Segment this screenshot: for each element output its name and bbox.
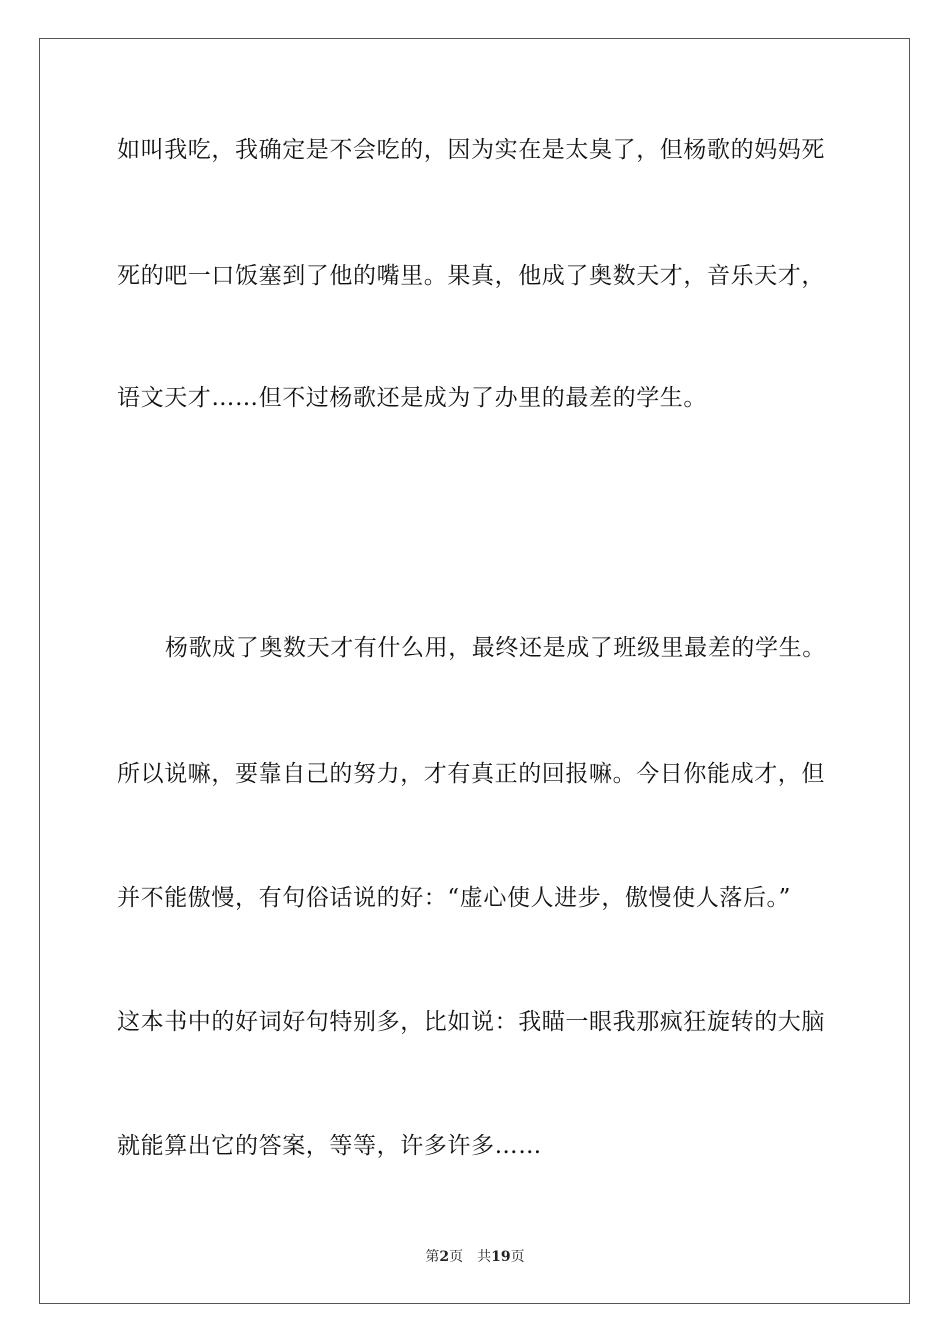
page-border bbox=[39, 38, 910, 1304]
current-page-number: 2 bbox=[439, 1249, 450, 1265]
total-unit: 页 bbox=[510, 1249, 525, 1265]
paragraph-2-line-4: 这本书中的好词好句特别多，比如说：我瞄一眼我那疯狂旋转的大脑 bbox=[117, 1009, 825, 1035]
page-footer bbox=[0, 1248, 950, 1266]
paragraph-1-line-1: 如叫我吃，我确定是不会吃的，因为实在是太臭了，但杨歌的妈妈死 bbox=[117, 137, 825, 163]
paragraph-2-line-5: 就能算出它的答案，等等，许多许多…… bbox=[117, 1133, 542, 1159]
total-prefix: 共 bbox=[477, 1249, 492, 1265]
paragraph-1-line-3: 语文天才……但不过杨歌还是成为了办里的最差的学生。 bbox=[117, 385, 707, 411]
paragraph-2-line-3: 并不能傲慢，有句俗话说的好：“虚心使人进步，傲慢使人落后。” bbox=[117, 885, 792, 911]
paragraph-2-line-2: 所以说嘛，要靠自己的努力，才有真正的回报嘛。今日你能成才，但 bbox=[117, 761, 825, 787]
page-unit: 页 bbox=[449, 1249, 464, 1265]
paragraph-2-line-1: 杨歌成了奥数天才有什么用，最终还是成了班级里最差的学生。 bbox=[165, 635, 826, 661]
total-page-number: 19 bbox=[491, 1249, 511, 1265]
page-prefix: 第 bbox=[425, 1249, 440, 1265]
paragraph-1-line-2: 死的吧一口饭塞到了他的嘴里。果真，他成了奥数天才，音乐天才， bbox=[117, 263, 825, 289]
